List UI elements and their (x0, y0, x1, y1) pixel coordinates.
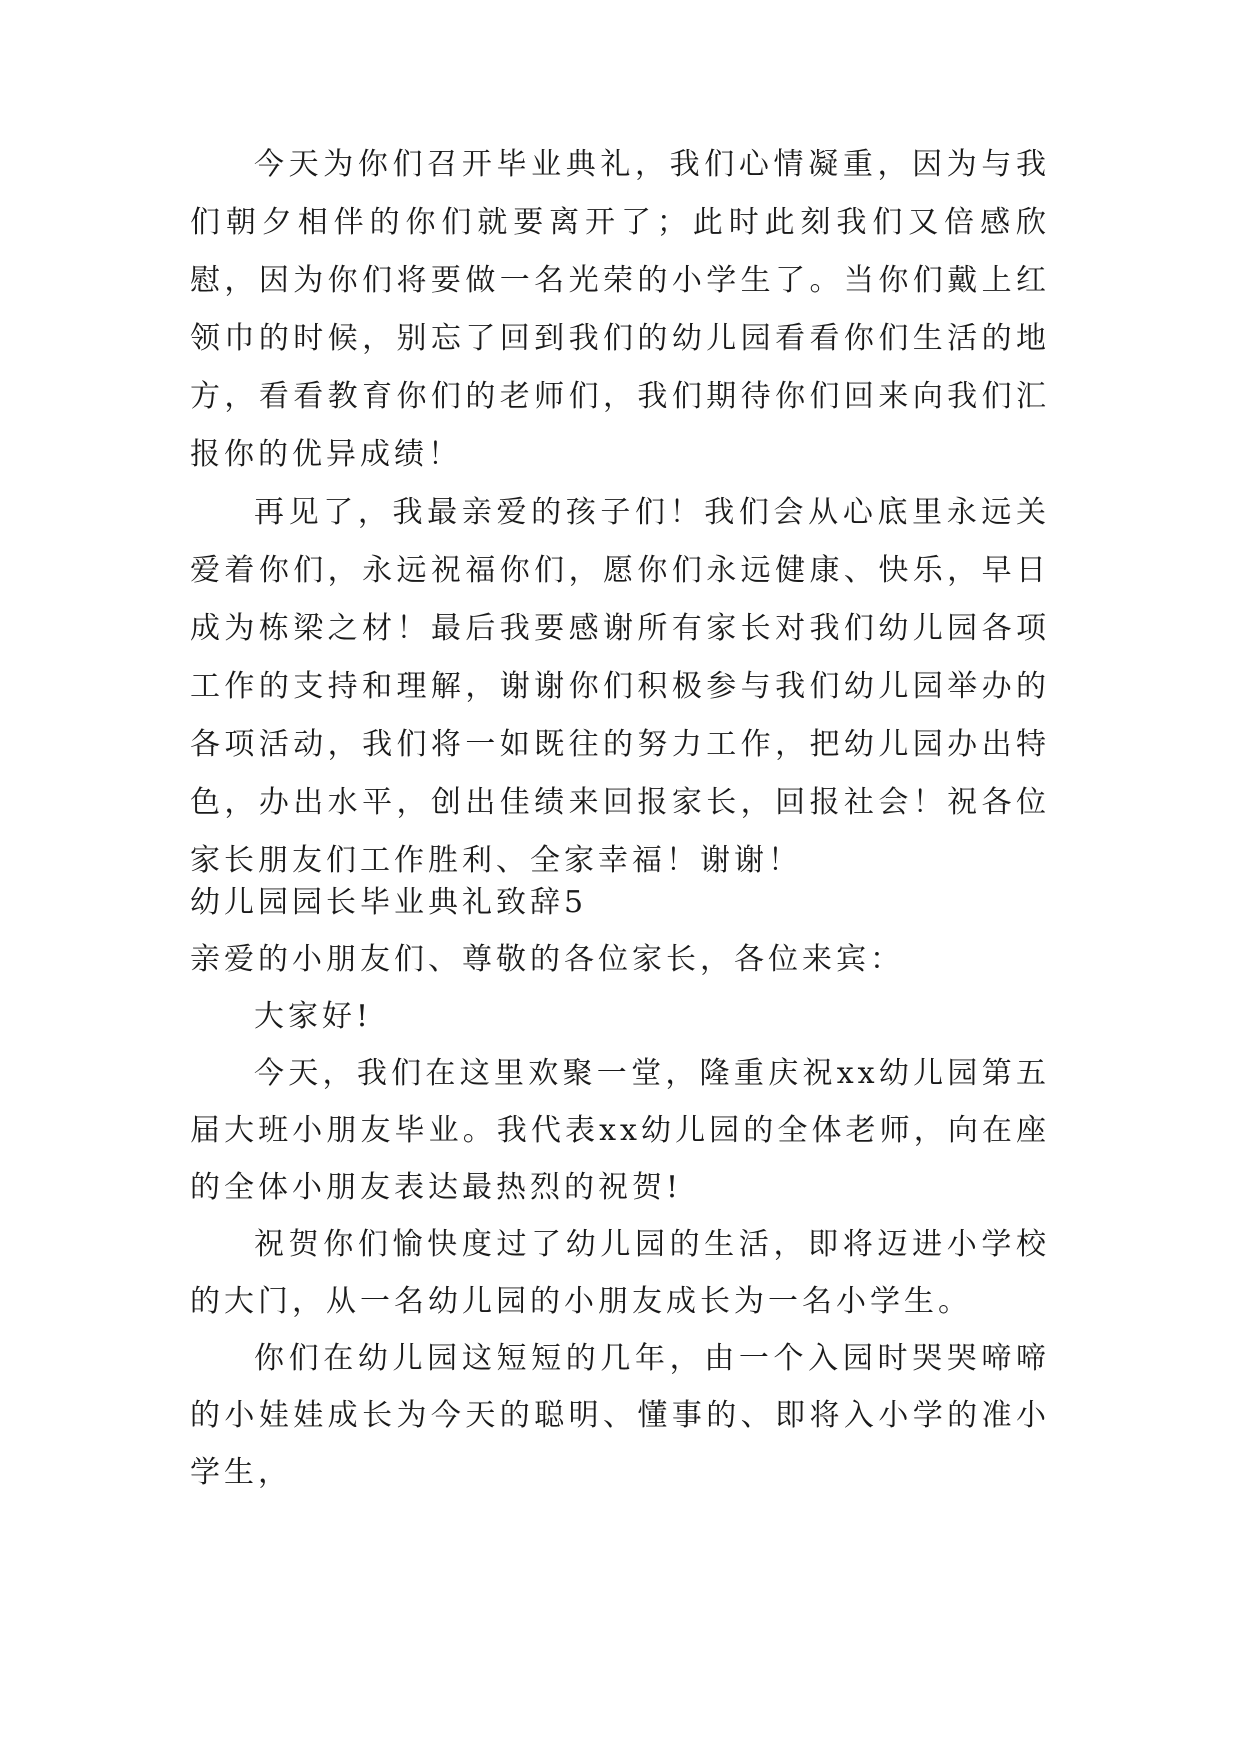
paragraph-congratulations: 祝贺你们愉快度过了幼儿园的生活，即将迈进小学校的大门，从一名幼儿园的小朋友成长为一名小学生。 (190, 1227, 1050, 1319)
paragraph-growth: 你们在幼儿园这短短的几年，由一个入园时哭哭啼啼的小娃娃成长为今天的聪明、懂事的、即将入小学的准小学生， (190, 1341, 1050, 1490)
section-title: 幼儿园园长毕业典礼致辞5 (190, 885, 588, 920)
speech-5 (190, 874, 1050, 1501)
paragraph-farewell: 今天为你们召开毕业典礼，我们心情凝重，因为与我们朝夕相伴的你们就要离开了；此时此刻我们又倍感欣慰，因为你们将要做一名光荣的小学生了。当你们戴上红领巾的时候，别忘了回到我们的幼儿园看看你们生活的地方，看看教育你们的老师们，我们期待你们回来向我们汇报你的优异成绩！ (190, 147, 1050, 472)
paragraph-celebration: 今天，我们在这里欢聚一堂，隆重庆祝xx幼儿园第五届大班小朋友毕业。我代表xx幼儿园的全体老师，向在座的全体小朋友表达最热烈的祝贺! (190, 1056, 1050, 1205)
salutation: 亲爱的小朋友们、尊敬的各位家长，各位来宾： (190, 942, 904, 977)
greeting: 大家好! (254, 999, 373, 1034)
top-paragraphs (190, 136, 1050, 890)
paragraph-thanks: 再见了，我最亲爱的孩子们！我们会从心底里永远关爱着你们，永远祝福你们，愿你们永远健康、快乐，早日成为栋梁之材！最后我要感谢所有家长对我们幼儿园各项工作的支持和理解，谢谢你们积极参与我们幼儿园举办的各项活动，我们将一如既往的努力工作，把幼儿园办出特色，办出水平，创出佳绩来回报家长，回报社会！祝各位家长朋友们工作胜利、全家幸福！谢谢！ (190, 495, 1050, 878)
